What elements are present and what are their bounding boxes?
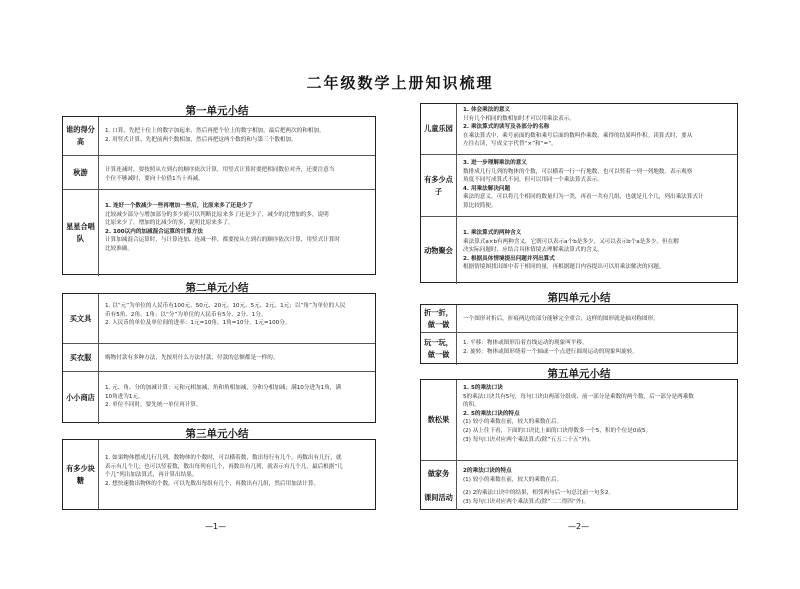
unit2-row-1-content (105, 302, 371, 328)
unit1-row-1 (63, 117, 375, 155)
unit3b-row-3-label: 动物聚会 (421, 217, 457, 284)
unit2-row-3-label: 小小商店 (63, 372, 99, 424)
unit2-row-3-content (105, 384, 371, 410)
unit2-row-3 (63, 371, 375, 424)
text-line: 计算连减时，要按照从左到右的顺序依次计算，用竖式计算时要把相同数位对齐，还要注意当 (105, 167, 335, 173)
text-line: 乘法的意义，可以将几个相同的数量归为一类，再看一共有几组，也就是几个几，列出乘法算式计 (463, 194, 704, 201)
unit5-row-1 (421, 380, 737, 460)
unit3b-row-2-label: 有多少点子 (421, 155, 457, 217)
unit3b-row-2-content (463, 159, 733, 211)
unit4-row-2 (421, 332, 737, 365)
text-line: 根据情境图找出图中若干相同的量，再根据题目内容提出可以用乘法解决的问题。 (463, 264, 665, 271)
text-line: 只有几个相同的数相加时才可以用乘法表示。 (463, 115, 575, 122)
text-line: 1. 元、角、分的加减计算：元和元相加减，角和角相加减，分和分相加减；满10分进为1角，满 (105, 385, 341, 391)
unit5-row-2 (421, 460, 737, 486)
text-line: 2. 乘法算式的读写及各部分的名称 (463, 124, 550, 131)
page-number-left: —1— (205, 522, 227, 531)
unit1-row-3 (63, 189, 375, 276)
unit5-row-1-content (463, 384, 733, 444)
text-line: 3. 进一步理解乘法的意义 (463, 160, 527, 166)
text-line: (2) 2的乘法口诀中的结果，相邻两句后一句总比前一句多2。 (463, 490, 615, 496)
unit5-row-3 (421, 485, 737, 510)
page-title: 二年级数学上册知识梳理 (306, 74, 494, 92)
unit3b-table (420, 103, 738, 283)
text-line: 左往右读，写成文字代替“×”和“=”。 (463, 141, 557, 148)
unit4-table (420, 304, 738, 364)
text-line: 一个图形对折后，折痕两边的部分能够完全重合，这样的图形就是轴对称图形。 (463, 316, 659, 322)
unit4-row-1-label: 折一折，做一做 (421, 305, 457, 332)
text-line: 2. 单位不同时，要先统一单位再计算。 (105, 402, 202, 409)
text-line: 乘法算式a×b有两种含义，它既可以表示a个b是多少，又可以表示b个a是多少。但在解 (463, 238, 679, 245)
text-line: 2. 想快速数出物体的个数，可以先数出每组有几个，再数出有几组，然后用加法计算。 (105, 480, 320, 487)
text-line: 1. 体会乘法的意义 (463, 107, 511, 113)
text-line: (1) 较小的乘数在前，较大的乘数在后。 (463, 476, 563, 483)
unit2-table (62, 293, 376, 423)
text-line: 购物付款有多种方法，先按用什么方法付款，付款的总额都是一样的。 (105, 355, 279, 361)
text-line: 1. 如果物体摆成几行几列，数物体的个数时，可以横着数，数出每行有几个，再数出有几行，就 (105, 455, 342, 461)
text-line: 1. 以“元”为单位的人民币有100元、50元、20元、10元、5元、2元、1元；以“角”为单位的人民 (105, 303, 346, 309)
unit4-heading: 第四单元小结 (547, 292, 611, 304)
unit1-row-1-label: 谁的得分高 (63, 117, 99, 155)
unit5-table (420, 379, 738, 510)
unit1-row-1-content (105, 127, 371, 144)
text-line: 的积。 (463, 402, 480, 409)
page-number-right: —2— (568, 522, 590, 531)
text-line: 2. 根据具体情境提出问题并列出算式 (463, 255, 555, 262)
text-line: 1. 乘法算式的两种含义 (463, 230, 522, 236)
unit3b-row-1 (421, 104, 737, 154)
text-line: 1. 口算，先把十位上的数字加起来，然后再把个位上的数字相加，最后把两次的和相加。 (105, 128, 325, 134)
unit3-row-1 (63, 440, 375, 510)
unit1-row-2-label: 秋游 (63, 156, 99, 190)
unit4-row-2-label: 玩一玩，做一做 (421, 333, 457, 365)
text-line: 在乘法算式中，乘号前面的数和乘号后面的数叫作乘数，乘得的结果叫作积。读算式时，要从 (463, 132, 693, 139)
unit1-row-2 (63, 155, 375, 190)
text-line: 个几”列出加法算式，再计算出结果。 (105, 472, 198, 479)
unit5-row-2-content (463, 467, 733, 484)
text-line: 币有5角、2角、1角；以“分”为单位的人民币有5分、2分、1分。 (105, 311, 267, 318)
unit5-heading: 第五单元小结 (547, 368, 611, 380)
unit3b-row-1-label: 儿童乐园 (421, 104, 457, 154)
text-line: 2. 旋转：物体或图形绕着一个轴或一个点进行圆周运动的现象叫旋转。 (463, 348, 638, 355)
text-line: 个位不够减时，要向十位借1当十再减。 (105, 175, 204, 182)
text-line: 2的乘法口诀的特点 (463, 468, 512, 474)
unit5-row-1-label: 数松果 (421, 380, 457, 460)
unit4-row-1-content (463, 315, 733, 324)
text-line: (3) 每句口诀对应两个乘法算式(除“五五二十五”外)。 (463, 436, 595, 443)
text-line: 比较准确。 (105, 245, 133, 252)
unit1-row-3-label: 星星合唱队 (63, 190, 99, 276)
unit3-row-1-label: 有多少块糖 (63, 440, 99, 510)
text-line: (1) 较小的乘数在前，较大的乘数在后。 (463, 419, 563, 426)
text-line: 2. 5的乘法口诀的特点 (463, 410, 520, 417)
text-line: 2. 100以内的加减混合运算的计算方法 (105, 228, 203, 235)
text-line: 角度不同写成算式不同，但可以用同一个乘法算式表示。 (463, 177, 603, 184)
text-line: 10角进为1元。 (105, 393, 144, 400)
text-line: 1. 连好一个数减少一些再增加一些后，比原来多了还是少了 (105, 203, 253, 209)
unit2-row-2 (63, 343, 375, 372)
text-line: 比原来少了，增加的比减少的多，说明比原来多了。 (105, 220, 234, 227)
unit3-table (62, 439, 376, 510)
unit1-row-3-content (105, 202, 371, 254)
text-line: 算比较简便。 (463, 202, 497, 209)
text-line: (3) 每句口诀对应两个乘法算式(除“二二得四”外)。 (463, 498, 590, 505)
unit3-row-1-content (105, 454, 371, 488)
text-line: 1. 5的乘法口诀 (463, 385, 503, 391)
unit3b-row-1-content (463, 106, 733, 149)
text-line: 决实际问题时，应结合具体情境去理解乘法算式的含义。 (463, 247, 603, 254)
text-line: 数排成几行几列的物体的个数，可以横着一行一行地数，也可以竖着一列一列地数。表示观察 (463, 168, 693, 175)
text-line: 5的乘法口诀共有5句，每句口诀由两部分组成，前一部分是乘数的两个数，后一部分是两乘数 (463, 393, 694, 400)
unit3b-row-3 (421, 216, 737, 284)
unit3b-row-3-content (463, 229, 733, 272)
unit5-row-3-content (463, 489, 733, 506)
unit2-heading: 第二单元小结 (185, 282, 249, 294)
unit4-row-1 (421, 305, 737, 332)
unit3b-row-2 (421, 154, 737, 217)
text-line: 2. 人民币的单位及单位间的进率：1元=10角，1角=10分，1元=100分。 (105, 320, 291, 327)
text-line: 比较减少部分与增加部分的多少就可以判断比原来多了还是少了，减少的比增加的多，说明 (105, 211, 329, 218)
text-line: 1. 平移：物体或图形沿着直线运动的现象叫平移。 (463, 340, 588, 346)
unit2-row-2-label: 买衣服 (63, 344, 99, 372)
text-line: 4. 用乘法解决问题 (463, 185, 511, 192)
unit3-heading: 第三单元小结 (185, 428, 249, 440)
unit1-row-2-content (105, 166, 371, 183)
text-line: (2) 从上往下看，下面的口诀比上面的口诀得数多一个5，积的个位是0或5。 (463, 427, 652, 434)
unit5-row-3-label: 课间活动 (421, 485, 457, 510)
unit4-row-2-content (463, 339, 733, 356)
unit5-row-2-label: 做家务 (421, 461, 457, 486)
text-line: 2. 用竖式计算，先把前两个数相加，然后再把这两个数的和与第三个数相加。 (105, 136, 297, 143)
unit1-table (62, 116, 376, 275)
unit2-row-1 (63, 294, 375, 343)
unit2-row-2-content (105, 354, 371, 363)
unit2-row-1-label: 买文具 (63, 294, 99, 343)
text-line: 表示有几个几；也可以竖着数，数出每列有几个，再数出有几列，就表示有几个几，最后根据“几 (105, 463, 343, 470)
text-line: 计算加减混合运算时，与计算连加、连减一样，都要按从左到右的顺序依次计算，用竖式计算时 (105, 237, 340, 244)
unit1-heading: 第一单元小结 (185, 105, 249, 117)
